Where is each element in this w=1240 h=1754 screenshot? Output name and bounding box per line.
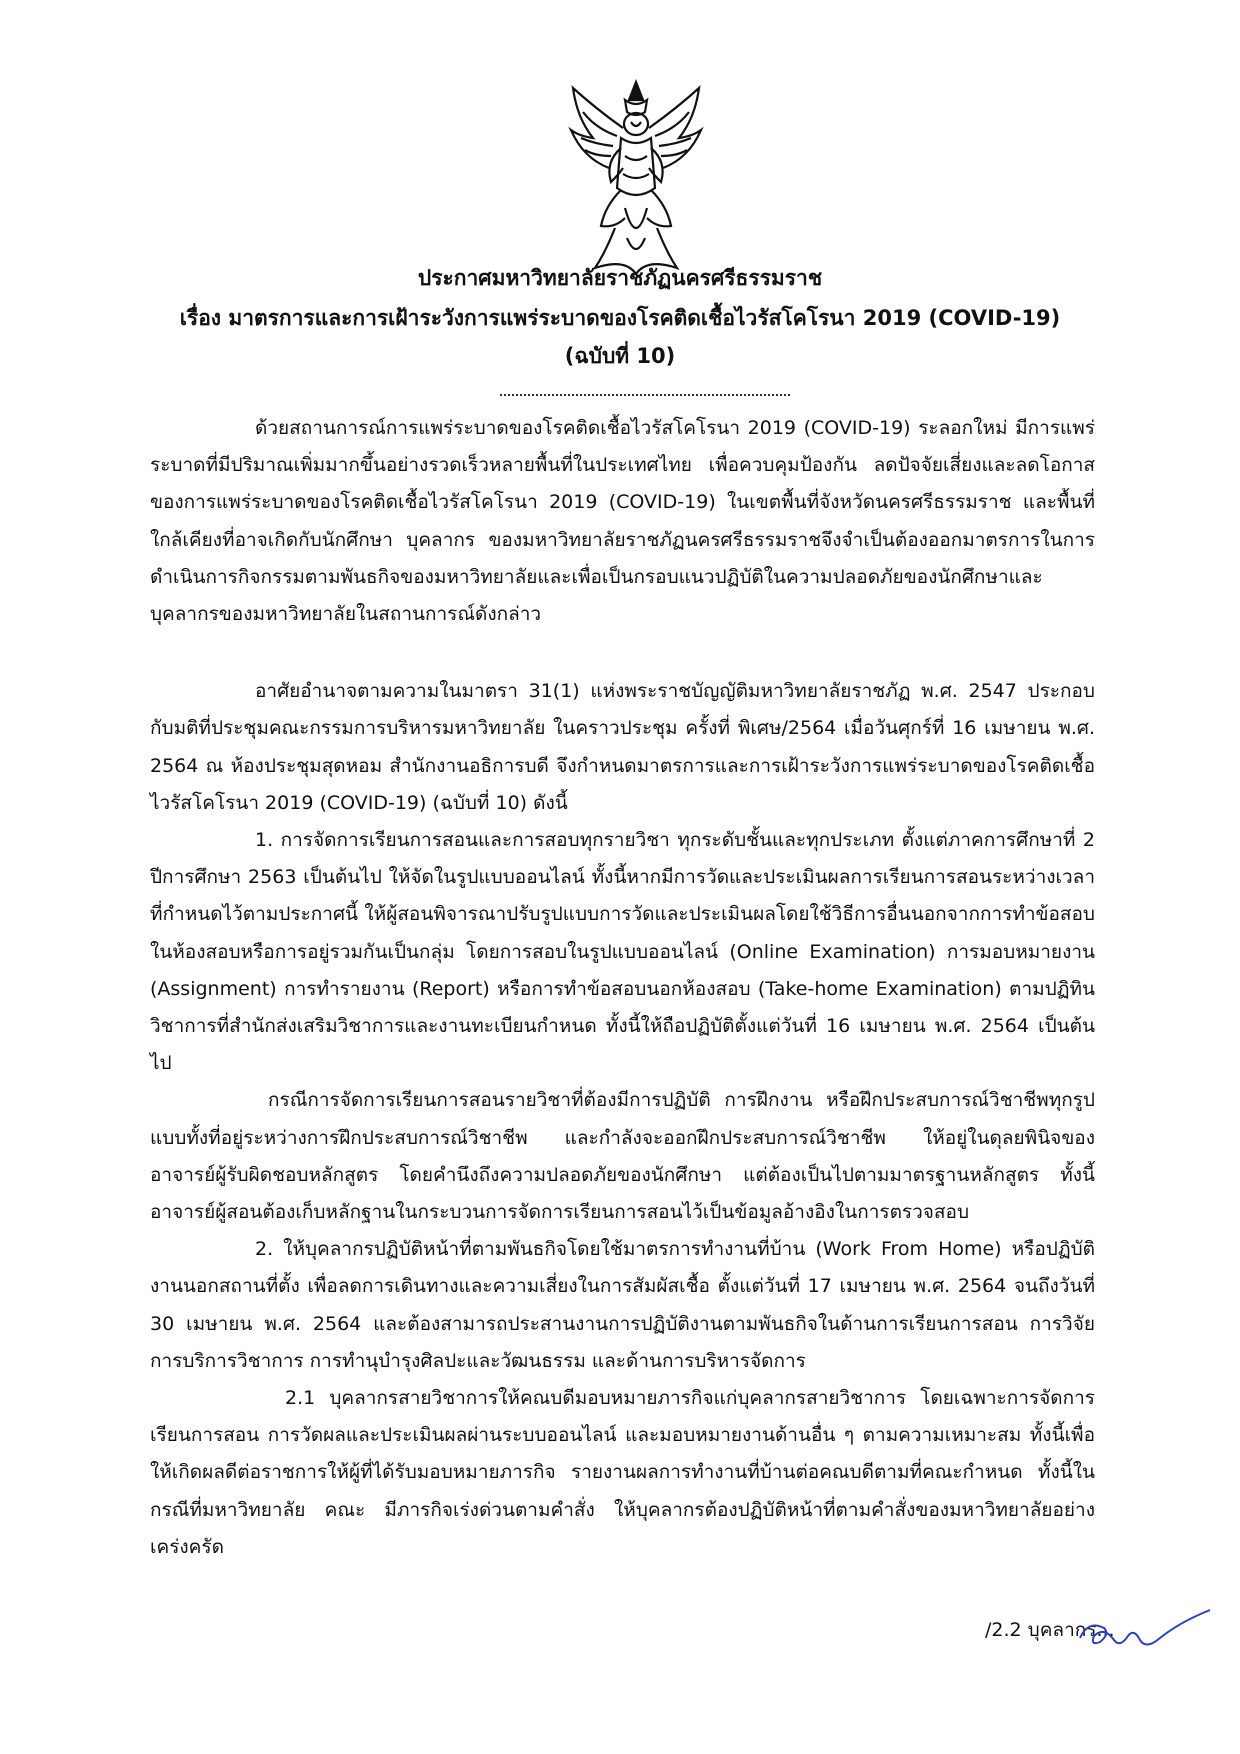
garuda-emblem-icon [565, 78, 707, 274]
paragraph-item-1-practicum: กรณีการจัดการเรียนการสอนรายวิชาที่ต้องมีการปฏิบัติ การฝึกงาน หรือฝึกประสบการณ์วิชาชีพทุกรูปแบบทั้งที่อยู่ระหว่างการฝึกประสบการณ์วิชาชีพ และกำลังจะออกฝึกประสบการณ์วิชาชีพ ให้อยู่ในดุลยพินิจของอาจารย์ผู้รับผิดชอบหลักสูตร โดยคำนึงถึงความปลอดภัยของนักศึกษา แต่ต้องเป็นไปตามมาตรฐานหลักสูตร ทั้งนี้อาจารย์ผู้สอนต้องเก็บหลักฐานในกระบวนการจัดการเรียนการสอนไว้เป็นข้อมูลอ้างอิงในการตรวจสอบ [150, 1089, 1095, 1224]
paragraph-item-2-1: 2.1 บุคลากรสายวิชาการให้คณบดีมอบหมายภารกิจแก่บุคลากรสายวิชาการ โดยเฉพาะการจัดการเรียนการสอน การวัดผลและประเมินผลผ่านระบบออนไลน์ และมอบหมายงานด้านอื่น ๆ ตามความเหมาะสม ทั้งนี้เพื่อให้เกิดผลดีต่อราชการให้ผู้ที่ได้รับมอบหมายภารกิจ รายงานผลการทำงานที่บ้านต่อคณบดีตามที่คณะกำหนด ทั้งนี้ในกรณีที่มหาวิทยาลัย คณะ มีภารกิจเร่งด่วนตามคำสั่ง ให้บุคลากรต้องปฏิบัติหน้าที่ตามคำสั่งของมหาวิทยาลัยอย่างเคร่งครัด [150, 1387, 1095, 1558]
title-divider [500, 378, 790, 396]
page-continuation: /2.2 บุคลากร... [985, 1619, 1115, 1641]
signature-icon [1070, 1600, 1220, 1660]
paragraph-gap [150, 633, 1095, 673]
announcement-title: ประกาศมหาวิทยาลัยราชภัฏนครศรีธรรมราช [417, 266, 823, 290]
paragraph-item-2: 2. ให้บุคลากรปฏิบัติหน้าที่ตามพันธกิจโดยใช้มาตรการทำงานที่บ้าน (Work From Home) หรือปฏิบัติงานนอกสถานที่ตั้ง เพื่อลดการเดินทางและความเสี่ยงในการสัมผัสเชื้อ ตั้งแต่วันที่ 17 เมษายน พ.ศ. 2564 จนถึงวันที่ 30 เมษายน พ.ศ. 2564 และต้องสามารถประสานงานการปฏิบัติงานตามพันธกิจในด้านการเรียนการสอน การวิจัย การบริการวิชาการ การทำนุบำรุงศิลปะและวัฒนธรรม และด้านการบริหารจัดการ [150, 1238, 1095, 1372]
announcement-issue-number: (ฉบับที่ 10) [564, 344, 676, 368]
paragraph-item-1: 1. การจัดการเรียนการสอนและการสอบทุกรายวิชา ทุกระดับชั้นและทุกประเภท ตั้งแต่ภาคการศึกษาที่ 2 ปีการศึกษา 2563 เป็นต้นไป ให้จัดในรูปแบบออนไลน์ ทั้งนี้หากมีการวัดและประเมินผลการเรียนการสอนระหว่างเวลาที่กำหนดไว้ตามประกาศนี้ ให้ผู้สอนพิจารณาปรับรูปแบบการวัดและประเมินผลโดยใช้วิธีการอื่นนอกจากการทำข้อสอบในห้องสอบหรือการอยู่รวมกันเป็นกลุ่ม โดยการสอบในรูปแบบออนไลน์ (Online Examination) การมอบหมายงาน (Assignment) การทำรายงาน (Report) หรือการทำข้อสอบนอกห้องสอบ (Take-home Examination) ตามปฏิทินวิชาการที่สำนักส่งเสริมวิชาการและงานทะเบียนกำหนด ทั้งนี้ให้ถือปฏิบัติตั้งแต่วันที่ 16 เมษายน พ.ศ. 2564 เป็นต้นไป [150, 829, 1095, 1075]
paragraph-authority: อาศัยอำนาจตามความในมาตรา 31(1) แห่งพระราชบัญญัติมหาวิทยาลัยราชภัฏ พ.ศ. 2547 ประกอบกับมติที่ประชุมคณะกรรมการบริหารมหาวิทยาลัย ในคราวประชุม ครั้งที่ พิเศษ/2564 เมื่อวันศุกร์ที่ 16 เมษายน พ.ศ. 2564 ณ ห้องประชุมสุดหอม สำนักงานอธิการบดี จึงกำหนดมาตรการและการเฝ้าระวังการแพร่ระบาดของโรคติดเชื้อไวรัสโคโรนา 2019 (COVID-19) (ฉบับที่ 10) ดังนี้ [150, 680, 1095, 814]
announcement-subject: เรื่อง มาตรการและการเฝ้าระวังการแพร่ระบาดของโรคติดเชื้อไวรัสโคโรนา 2019 (COVID-19) [179, 306, 1061, 330]
paragraph-background: ด้วยสถานการณ์การแพร่ระบาดของโรคติดเชื้อไวรัสโคโรนา 2019 (COVID-19) ระลอกใหม่ มีการแพร่ระบาดที่มีปริมาณเพิ่มมากขึ้นอย่างรวดเร็วหลายพื้นที่ในประเทศไทย เพื่อควบคุมป้องกัน ลดปัจจัยเสี่ยงและลดโอกาสของการแพร่ระบาดของโรคติดเชื้อไวรัสโคโรนา 2019 (COVID-19) ในเขตพื้นที่จังหวัดนครศรีธรรมราช และพื้นที่ใกล้เคียงที่อาจเกิดกับนักศึกษา บุคลากร ของมหาวิทยาลัยราชภัฏนครศรีธรรมราชจึงจำเป็นต้องออกมาตรการในการดำเนินการกิจกรรมตามพันธกิจของมหาวิทยาลัยและเพื่อเป็นกรอบแนวปฏิบัติในความปลอดภัยของนักศึกษาและบุคลากรของมหาวิทยาลัยในสถานการณ์ดังกล่าว [150, 417, 1095, 626]
document-body [150, 410, 1095, 1566]
